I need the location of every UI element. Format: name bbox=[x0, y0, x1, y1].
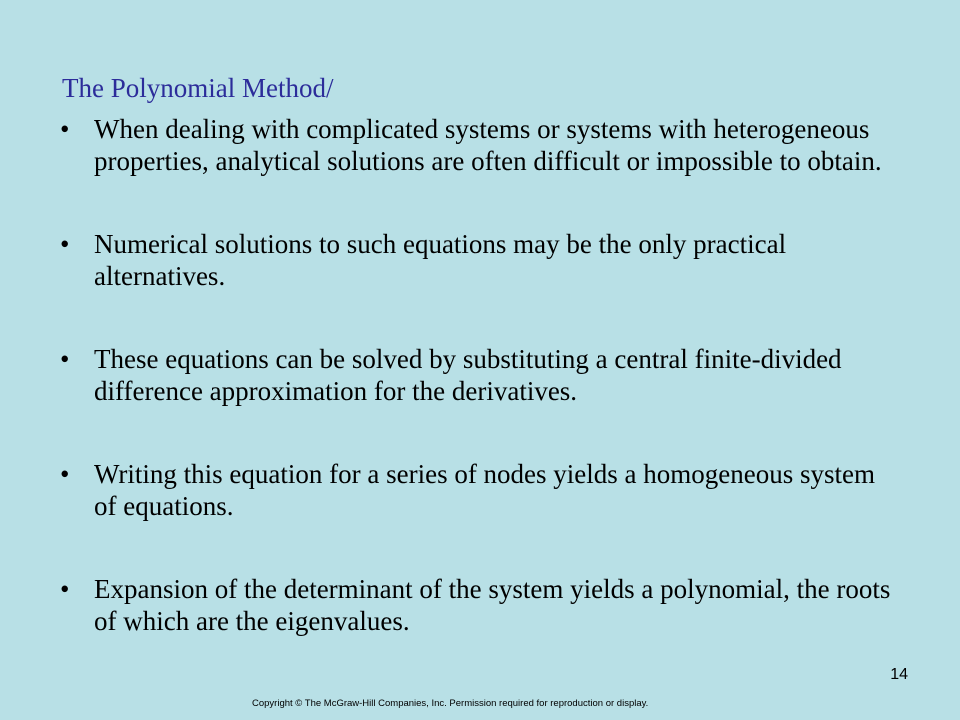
bullet-list bbox=[60, 113, 900, 688]
bullet-item bbox=[60, 573, 900, 637]
bullet-icon: • bbox=[60, 229, 70, 259]
bullet-text: Writing this equation for a series of nodes yields a homogeneous system of equations. bbox=[94, 459, 876, 521]
copyright-notice: Copyright © The McGraw-Hill Companies, Inc. Permission required for reproduction or display. bbox=[252, 698, 649, 709]
bullet-item bbox=[60, 458, 900, 522]
bullet-icon: • bbox=[60, 574, 70, 604]
bullet-text: Expansion of the determinant of the system yields a polynomial, the roots of which are the eigenvalues. bbox=[94, 574, 891, 636]
bullet-icon: • bbox=[60, 344, 70, 374]
bullet-icon: • bbox=[60, 459, 70, 489]
page-number: 14 bbox=[890, 666, 908, 683]
bullet-text: These equations can be solved by substituting a central finite-divided difference approximation for the derivatives. bbox=[94, 344, 842, 406]
bullet-item bbox=[60, 113, 900, 177]
bullet-icon: • bbox=[60, 114, 70, 144]
slide-title: The Polynomial Method/ bbox=[62, 73, 334, 103]
bullet-item bbox=[60, 343, 900, 407]
bullet-text: Numerical solutions to such equations may be the only practical alternatives. bbox=[94, 229, 787, 291]
bullet-text: When dealing with complicated systems or systems with heterogeneous properties, analytical solutions are often difficult or impossible to obtain. bbox=[94, 114, 882, 176]
bullet-item bbox=[60, 228, 900, 292]
